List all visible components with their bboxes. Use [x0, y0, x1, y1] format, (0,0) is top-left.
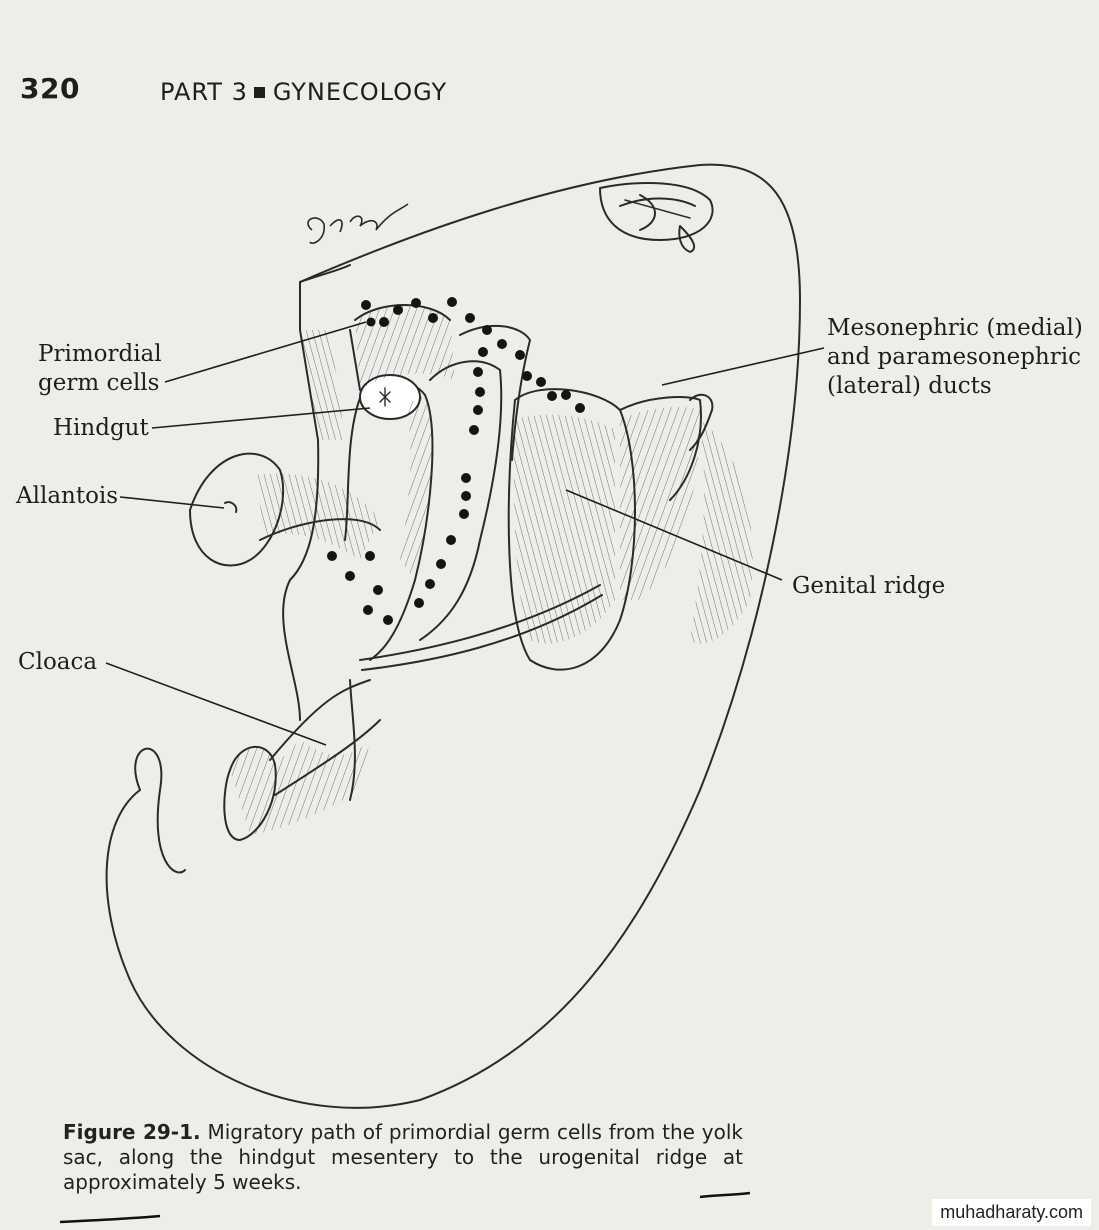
label-primordial-germ-cells: Primordial germ cells — [38, 341, 162, 396]
label-hindgut: Hindgut — [53, 415, 149, 441]
label-allantois: Allantois — [16, 483, 119, 509]
leader-meso — [662, 348, 824, 385]
artist-signature — [308, 204, 408, 243]
page-number: 320 — [20, 72, 80, 105]
figure-caption — [63, 1120, 743, 1195]
label-genital-ridge: Genital ridge — [792, 573, 946, 599]
underline-weeks — [60, 1216, 160, 1222]
label-cloaca: Cloaca — [18, 649, 98, 675]
leader-allantois — [120, 497, 224, 508]
label-mesonephric-ducts: Mesonephric (medial) and paramesonephric (lateral) ducts — [827, 315, 1083, 399]
watermark: muhadharaty.com — [932, 1199, 1091, 1226]
caption-label: Figure 29-1. — [63, 1120, 201, 1144]
part-label: PART 3 — [160, 78, 248, 106]
section-label: GYNECOLOGY — [272, 78, 448, 106]
caption-text: Migratory path of primordial germ cells from the yolk sac, along the hindgut mesentery to the urogenital ridge at approximately 5 weeks. — [63, 1120, 744, 1194]
